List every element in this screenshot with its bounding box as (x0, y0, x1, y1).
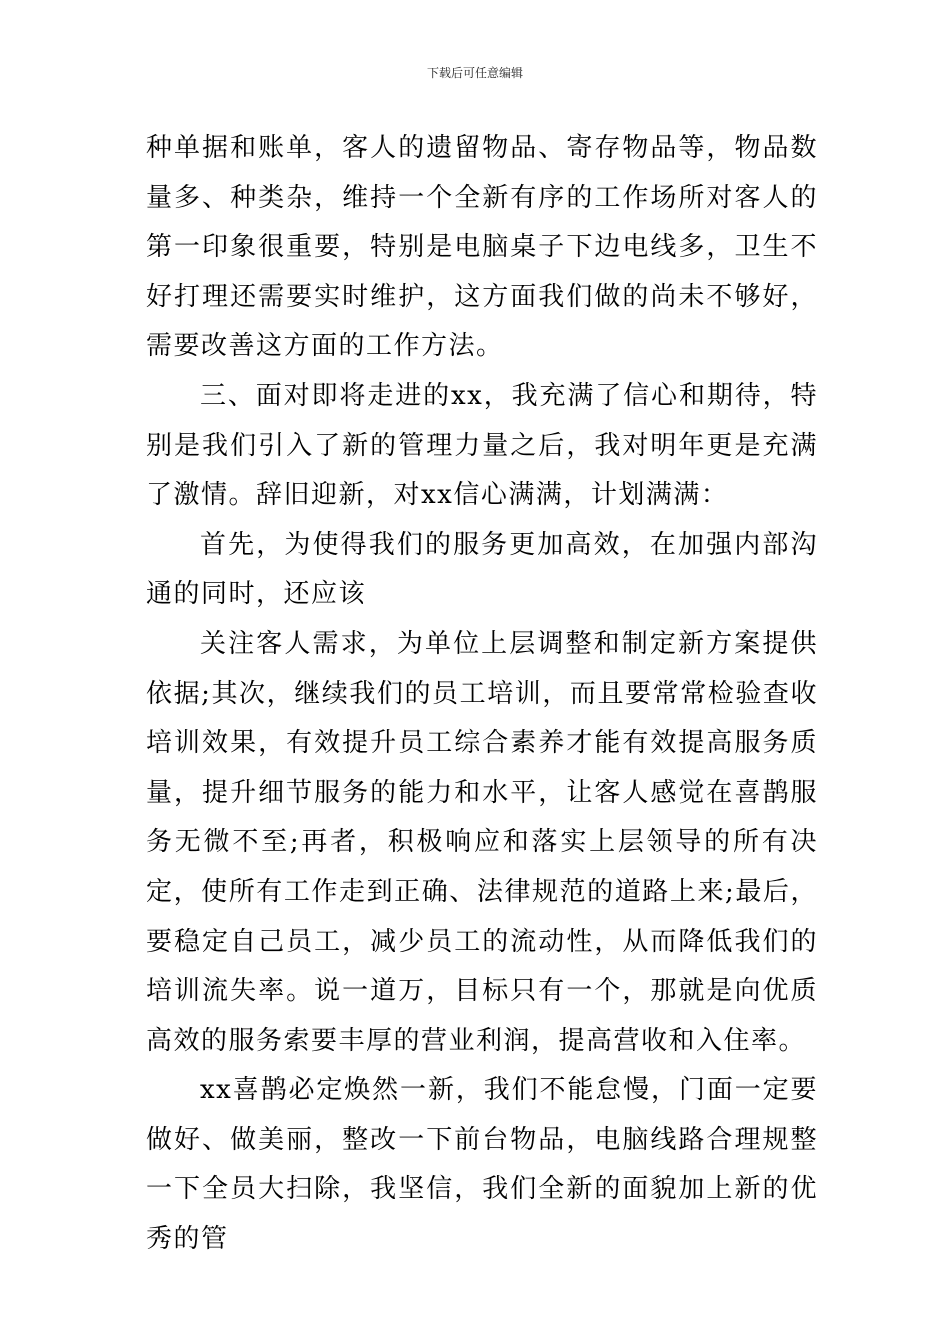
paragraph-4: 关注客人需求，为单位上层调整和制定新方案提供依据;其次，继续我们的员工培训，而且要常常检验查收培训效果，有效提升员工综合素养才能有效提高服务质量，提升细节服务的能力和水平，让客人感觉在喜鹊服务无微不至;再者，积极响应和落实上层领导的所有决定，使所有工作走到正确、法律规范的道路上来;最后，要稳定自己员工，减少员工的流动性，从而降低我们的培训流失率。说一道万，目标只有一个，那就是向优质高效的服务索要丰厚的营业利润，提高营收和入住率。 (146, 628, 818, 1056)
document-body (146, 124, 818, 1265)
paragraph-1: 种单据和账单，客人的遗留物品、寄存物品等，物品数量多、种类杂，维持一个全新有序的工作场所对客人的第一印象很重要，特别是电脑桌子下边电线多，卫生不好打理还需要实时维护，这方面我们做的尚未不够好，需要改善这方面的工作方法。 (146, 133, 818, 362)
page-header: 下载后可任意编辑 (426, 66, 523, 80)
paragraph-5: xx喜鹊必定焕然一新，我们不能怠慢，门面一定要做好、做美丽，整改一下前台物品，电脑线路合理规整一下全员大扫除，我坚信，我们全新的面貌加上新的优秀的管 (146, 1075, 818, 1255)
paragraph-3: 首先，为使得我们的服务更加高效，在加强内部沟通的同时，还应该 (146, 529, 818, 610)
paragraph-2: 三、面对即将走进的xx，我充满了信心和期待，特别是我们引入了新的管理力量之后，我对明年更是充满了激情。辞旧迎新，对xx信心满满，计划满满： (146, 380, 818, 511)
